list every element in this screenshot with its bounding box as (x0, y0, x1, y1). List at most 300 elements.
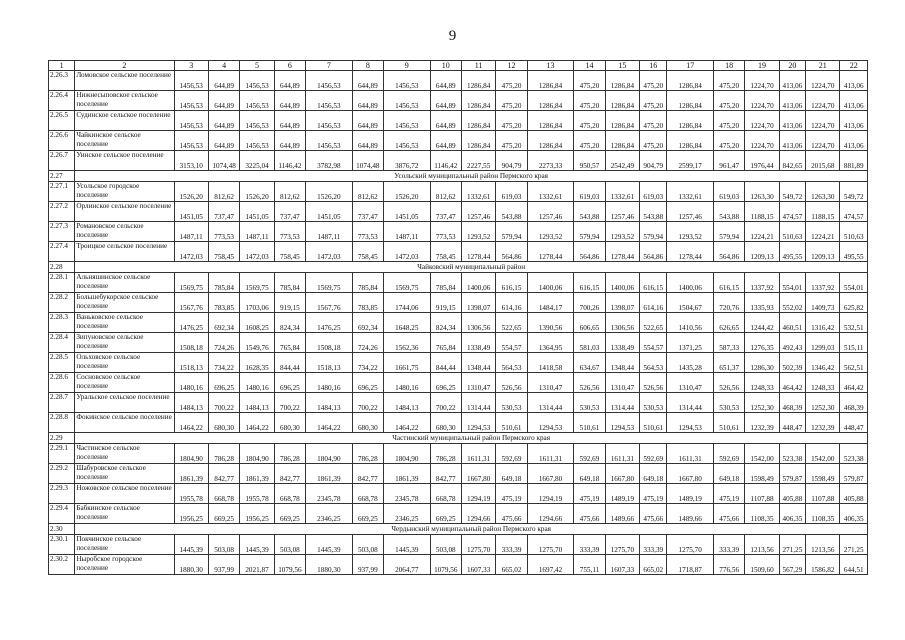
row-id: 2.29.1 (49, 444, 75, 464)
value-cell: 2227,55 (461, 151, 495, 171)
value-cell: 1310,47 (667, 373, 714, 393)
value-cell: 475,66 (496, 504, 527, 524)
value-cell: 495,55 (779, 242, 805, 262)
value-cell: 468,39 (840, 393, 868, 413)
column-number: 10 (430, 61, 461, 71)
value-cell: 696,25 (430, 373, 461, 393)
value-cell: 510,61 (640, 413, 667, 433)
value-cell: 1667,80 (605, 464, 639, 484)
value-cell: 1611,31 (461, 444, 495, 464)
value-cell: 1286,84 (605, 111, 639, 131)
value-cell: 562,51 (840, 353, 868, 373)
value-cell: 1294,53 (461, 413, 495, 433)
value-cell: 1294,53 (527, 413, 574, 433)
value-cell: 1464,22 (240, 413, 274, 433)
value-cell: 475,19 (713, 484, 744, 504)
value-cell: 1188,15 (745, 202, 779, 222)
value-cell: 651,37 (713, 353, 744, 373)
table-row (49, 91, 868, 111)
value-cell: 668,78 (352, 484, 383, 504)
row-id: 2.26.4 (49, 91, 75, 111)
settlement-name: Уинское сельское поселение (75, 151, 174, 171)
value-cell: 1464,22 (384, 413, 431, 433)
value-cell: 776,56 (713, 555, 744, 575)
value-cell: 665,02 (496, 555, 527, 575)
row-id: 2.30.1 (49, 535, 75, 555)
value-cell: 1489,66 (605, 504, 639, 524)
value-cell: 1456,53 (306, 71, 353, 91)
column-number: 18 (713, 61, 744, 71)
row-id: 2.26.3 (49, 71, 75, 91)
value-cell: 1332,61 (605, 182, 639, 202)
value-cell: 1703,06 (240, 293, 274, 313)
value-cell: 1487,11 (240, 222, 274, 242)
value-cell: 523,38 (779, 444, 805, 464)
value-cell: 758,45 (274, 242, 305, 262)
value-cell: 773,53 (208, 222, 239, 242)
settlement-name: Орлинское сельское поселение (75, 202, 174, 222)
value-cell: 549,72 (840, 182, 868, 202)
value-cell: 737,47 (274, 202, 305, 222)
value-cell: 644,89 (274, 91, 305, 111)
value-cell: 1667,80 (527, 464, 574, 484)
value-cell: 413,06 (840, 71, 868, 91)
value-cell: 1567,76 (306, 293, 353, 313)
value-cell: 564,86 (496, 242, 527, 262)
value-cell: 1456,53 (384, 71, 431, 91)
value-cell: 1472,03 (306, 242, 353, 262)
value-cell: 644,89 (352, 131, 383, 151)
value-cell: 554,01 (779, 273, 805, 293)
column-number: 15 (605, 61, 639, 71)
value-cell: 1275,70 (605, 535, 639, 555)
value-cell: 1456,53 (306, 111, 353, 131)
value-cell: 475,20 (640, 71, 667, 91)
table-row (49, 151, 868, 171)
value-cell: 812,62 (208, 182, 239, 202)
value-cell: 1398,07 (605, 293, 639, 313)
value-cell: 1310,47 (527, 373, 574, 393)
section-title: Усольский муниципальный район Пермского края (75, 171, 868, 182)
value-cell: 644,51 (840, 555, 868, 575)
value-cell: 1472,03 (384, 242, 431, 262)
value-cell: 579,94 (496, 222, 527, 242)
value-cell: 644,89 (430, 131, 461, 151)
value-cell: 1079,56 (430, 555, 461, 575)
value-cell: 1244,42 (745, 313, 779, 333)
value-cell: 1861,39 (240, 464, 274, 484)
value-cell: 579,94 (713, 222, 744, 242)
value-cell: 1667,80 (461, 464, 495, 484)
column-number: 20 (779, 61, 805, 71)
value-cell: 2599,17 (667, 151, 714, 171)
settlement-name: Большебукорское сельское поселение (75, 293, 174, 313)
value-cell: 1526,20 (240, 182, 274, 202)
value-cell: 1257,46 (527, 202, 574, 222)
value-cell: 2021,87 (240, 555, 274, 575)
row-id: 2.28.4 (49, 333, 75, 353)
value-cell: 644,89 (352, 71, 383, 91)
value-cell: 1476,25 (174, 313, 208, 333)
value-cell: 1456,53 (384, 111, 431, 131)
value-cell: 1332,61 (461, 182, 495, 202)
value-cell: 758,45 (352, 242, 383, 262)
value-cell: 1213,56 (745, 535, 779, 555)
value-cell: 530,53 (713, 393, 744, 413)
value-cell: 475,19 (640, 484, 667, 504)
row-id: 2.29.2 (49, 464, 75, 484)
value-cell: 1108,35 (806, 504, 840, 524)
value-cell: 758,45 (430, 242, 461, 262)
value-cell: 644,89 (352, 111, 383, 131)
value-cell: 1346,42 (806, 353, 840, 373)
value-cell: 1293,52 (461, 222, 495, 242)
value-cell: 737,47 (352, 202, 383, 222)
settlement-name: Ныробское городское поселение (75, 555, 174, 575)
value-cell: 1248,33 (745, 373, 779, 393)
value-cell: 1484,17 (527, 293, 574, 313)
column-number: 1 (49, 61, 75, 71)
value-cell: 619,03 (640, 182, 667, 202)
value-cell: 1480,16 (174, 373, 208, 393)
section-title: Чердынский муниципальный район Пермского края (75, 524, 868, 535)
value-cell: 1487,11 (174, 222, 208, 242)
value-cell: 1607,33 (461, 555, 495, 575)
value-cell: 587,33 (713, 333, 744, 353)
row-id: 2.28.7 (49, 393, 75, 413)
value-cell: 475,20 (574, 71, 605, 91)
value-cell: 1451,05 (306, 202, 353, 222)
value-cell: 406,35 (840, 504, 868, 524)
value-cell: 3876,72 (384, 151, 431, 171)
value-cell: 1348,44 (461, 353, 495, 373)
value-cell: 1955,78 (174, 484, 208, 504)
value-cell: 614,16 (496, 293, 527, 313)
value-cell: 1146,42 (274, 151, 305, 171)
value-cell: 680,30 (430, 413, 461, 433)
value-cell: 1472,03 (240, 242, 274, 262)
value-cell: 413,06 (840, 131, 868, 151)
value-cell: 592,69 (713, 444, 744, 464)
value-cell: 413,06 (840, 111, 868, 131)
settlement-name: Ольховское сельское поселение (75, 353, 174, 373)
value-cell: 579,87 (779, 464, 805, 484)
value-cell: 549,72 (779, 182, 805, 202)
value-cell: 1880,30 (306, 555, 353, 575)
value-cell: 1744,06 (384, 293, 431, 313)
value-cell: 468,39 (779, 393, 805, 413)
value-cell: 1338,49 (605, 333, 639, 353)
value-cell: 785,84 (274, 273, 305, 293)
value-cell: 644,89 (430, 91, 461, 111)
value-cell: 405,88 (779, 484, 805, 504)
value-cell: 812,62 (352, 182, 383, 202)
value-cell: 1209,13 (806, 242, 840, 262)
value-cell: 1294,19 (527, 484, 574, 504)
value-cell: 1224,70 (806, 131, 840, 151)
value-cell: 543,88 (640, 202, 667, 222)
settlement-name: Покчинское сельское поселение (75, 535, 174, 555)
row-id: 2.28.2 (49, 293, 75, 313)
value-cell: 1667,80 (667, 464, 714, 484)
value-cell: 1956,25 (174, 504, 208, 524)
value-cell: 1484,13 (240, 393, 274, 413)
value-cell: 2015,68 (806, 151, 840, 171)
column-number: 21 (806, 61, 840, 71)
value-cell: 1107,88 (806, 484, 840, 504)
value-cell: 1648,25 (384, 313, 431, 333)
value-cell: 564,86 (574, 242, 605, 262)
value-cell: 700,22 (430, 393, 461, 413)
value-cell: 1445,39 (174, 535, 208, 555)
value-cell: 1348,44 (605, 353, 639, 373)
value-cell: 1549,76 (240, 333, 274, 353)
value-cell: 475,66 (713, 504, 744, 524)
table-row (49, 71, 868, 91)
value-cell: 1611,31 (527, 444, 574, 464)
value-cell: 700,26 (574, 293, 605, 313)
value-cell: 475,20 (574, 131, 605, 151)
value-cell: 1224,21 (745, 222, 779, 242)
value-cell: 1804,90 (174, 444, 208, 464)
table-row (49, 555, 868, 575)
value-cell: 680,30 (352, 413, 383, 433)
column-number-row (49, 61, 868, 71)
value-cell: 1224,70 (806, 91, 840, 111)
page-number: 9 (448, 28, 457, 44)
value-cell: 1257,46 (461, 202, 495, 222)
value-cell: 1294,53 (667, 413, 714, 433)
value-cell: 1435,28 (667, 353, 714, 373)
value-cell: 475,19 (496, 484, 527, 504)
value-cell: 696,25 (208, 373, 239, 393)
value-cell: 1569,75 (174, 273, 208, 293)
value-cell: 1314,44 (667, 393, 714, 413)
value-cell: 1263,30 (806, 182, 840, 202)
settlement-name: Фокинское сельское поселение (75, 413, 174, 433)
value-cell: 668,78 (274, 484, 305, 504)
value-cell: 786,28 (430, 444, 461, 464)
section-title: Чайковский муниципальный район (75, 262, 868, 273)
value-cell: 1263,30 (745, 182, 779, 202)
value-cell: 1294,19 (461, 484, 495, 504)
table-row (49, 464, 868, 484)
value-cell: 3225,04 (240, 151, 274, 171)
value-cell: 1569,75 (306, 273, 353, 293)
value-cell: 3153,10 (174, 151, 208, 171)
value-cell: 1567,76 (174, 293, 208, 313)
value-cell: 1400,06 (667, 273, 714, 293)
column-number: 8 (352, 61, 383, 71)
value-cell: 649,18 (713, 464, 744, 484)
table-row (49, 313, 868, 333)
value-cell: 554,01 (840, 273, 868, 293)
value-cell: 700,22 (274, 393, 305, 413)
value-cell: 554,57 (640, 333, 667, 353)
value-cell: 1456,53 (240, 71, 274, 91)
table-row (49, 293, 868, 313)
value-cell: 734,22 (352, 353, 383, 373)
value-cell: 1480,16 (240, 373, 274, 393)
value-cell: 1489,66 (667, 504, 714, 524)
value-cell: 413,06 (779, 91, 805, 111)
value-cell: 1456,53 (240, 131, 274, 151)
row-id: 2.28.5 (49, 353, 75, 373)
value-cell: 503,08 (430, 535, 461, 555)
table-row (49, 333, 868, 353)
settlement-name: Усольское городское поселение (75, 182, 174, 202)
value-cell: 1445,39 (306, 535, 353, 555)
value-cell: 1451,05 (240, 202, 274, 222)
value-cell: 1518,13 (306, 353, 353, 373)
column-number: 9 (384, 61, 431, 71)
value-cell: 668,78 (430, 484, 461, 504)
column-number: 12 (496, 61, 527, 71)
value-cell: 526,56 (713, 373, 744, 393)
value-cell: 737,47 (208, 202, 239, 222)
value-cell: 1586,82 (806, 555, 840, 575)
value-cell: 724,26 (208, 333, 239, 353)
value-cell: 1294,66 (527, 504, 574, 524)
value-cell: 1472,03 (174, 242, 208, 262)
value-cell: 1306,56 (461, 313, 495, 333)
value-cell: 773,53 (430, 222, 461, 242)
value-cell: 1400,06 (461, 273, 495, 293)
settlement-name: Частинское сельское поселение (75, 444, 174, 464)
row-id: 2.28.3 (49, 313, 75, 333)
value-cell: 1316,42 (806, 313, 840, 333)
section-title: Частинский муниципальный район Пермского края (75, 433, 868, 444)
value-cell: 1286,84 (667, 71, 714, 91)
value-cell: 644,89 (208, 71, 239, 91)
value-cell: 1286,84 (667, 111, 714, 131)
value-cell: 502,39 (779, 353, 805, 373)
value-cell: 1400,06 (527, 273, 574, 293)
section-row (49, 262, 868, 273)
column-number: 5 (240, 61, 274, 71)
value-cell: 720,76 (713, 293, 744, 313)
value-cell: 1861,39 (384, 464, 431, 484)
value-cell: 844,44 (430, 353, 461, 373)
value-cell: 1487,11 (384, 222, 431, 242)
value-cell: 1418,58 (527, 353, 574, 373)
settlement-name: Альняшинское сельское поселение (75, 273, 174, 293)
value-cell: 668,78 (208, 484, 239, 504)
table-row (49, 535, 868, 555)
value-cell: 510,61 (713, 413, 744, 433)
value-cell: 530,53 (496, 393, 527, 413)
value-cell: 680,30 (274, 413, 305, 433)
row-id: 2.28.8 (49, 413, 75, 433)
value-cell: 1480,16 (306, 373, 353, 393)
value-cell: 1569,75 (384, 273, 431, 293)
table-row (49, 393, 868, 413)
value-cell: 680,30 (208, 413, 239, 433)
value-cell: 1252,30 (745, 393, 779, 413)
settlement-name: Чайкинское сельское поселение (75, 131, 174, 151)
value-cell: 1278,44 (461, 242, 495, 262)
value-cell: 475,20 (713, 131, 744, 151)
column-number: 2 (75, 61, 174, 71)
value-cell: 1611,31 (605, 444, 639, 464)
value-cell: 532,51 (840, 313, 868, 333)
value-cell: 1955,78 (240, 484, 274, 504)
value-cell: 1275,70 (527, 535, 574, 555)
value-cell: 1608,25 (240, 313, 274, 333)
value-cell: 937,99 (208, 555, 239, 575)
value-cell: 649,18 (496, 464, 527, 484)
value-cell: 1509,60 (745, 555, 779, 575)
value-cell: 406,35 (779, 504, 805, 524)
section-id: 2.29 (49, 433, 75, 444)
value-cell: 700,22 (208, 393, 239, 413)
value-cell: 579,94 (640, 222, 667, 242)
value-cell: 842,77 (352, 464, 383, 484)
value-cell: 619,03 (713, 182, 744, 202)
value-cell: 786,28 (208, 444, 239, 464)
section-id: 2.28 (49, 262, 75, 273)
value-cell: 522,65 (496, 313, 527, 333)
value-cell: 773,53 (352, 222, 383, 242)
value-cell: 1526,20 (174, 182, 208, 202)
value-cell: 1248,33 (806, 373, 840, 393)
row-id: 2.27.1 (49, 182, 75, 202)
row-id: 2.30.2 (49, 555, 75, 575)
value-cell: 460,51 (779, 313, 805, 333)
column-number: 6 (274, 61, 305, 71)
value-cell: 1079,56 (274, 555, 305, 575)
value-cell: 1804,90 (384, 444, 431, 464)
value-cell: 1484,13 (174, 393, 208, 413)
value-cell: 474,57 (840, 202, 868, 222)
value-cell: 1480,16 (384, 373, 431, 393)
value-cell: 1661,75 (384, 353, 431, 373)
column-number: 4 (208, 61, 239, 71)
value-cell: 564,86 (713, 242, 744, 262)
value-cell: 1294,53 (605, 413, 639, 433)
value-cell: 564,53 (496, 353, 527, 373)
value-cell: 413,06 (779, 111, 805, 131)
value-cell: 1294,66 (461, 504, 495, 524)
value-cell: 333,39 (640, 535, 667, 555)
value-cell: 271,25 (840, 535, 868, 555)
column-number: 3 (174, 61, 208, 71)
table-row (49, 413, 868, 433)
value-cell: 1598,49 (745, 464, 779, 484)
value-cell: 619,03 (574, 182, 605, 202)
value-cell: 1976,44 (745, 151, 779, 171)
value-cell: 734,22 (208, 353, 239, 373)
value-cell: 495,55 (840, 242, 868, 262)
value-cell: 592,69 (496, 444, 527, 464)
value-cell: 881,89 (840, 151, 868, 171)
value-cell: 564,53 (640, 353, 667, 373)
value-cell: 510,61 (496, 413, 527, 433)
value-cell: 1718,87 (667, 555, 714, 575)
value-cell: 644,89 (208, 131, 239, 151)
value-cell: 526,56 (640, 373, 667, 393)
value-cell: 492,43 (779, 333, 805, 353)
value-cell: 1278,44 (667, 242, 714, 262)
value-cell: 523,38 (840, 444, 868, 464)
value-cell: 526,56 (574, 373, 605, 393)
value-cell: 1611,31 (667, 444, 714, 464)
value-cell: 626,65 (713, 313, 744, 333)
value-cell: 333,39 (496, 535, 527, 555)
value-cell: 475,20 (640, 131, 667, 151)
value-cell: 475,66 (640, 504, 667, 524)
table-row (49, 242, 868, 262)
